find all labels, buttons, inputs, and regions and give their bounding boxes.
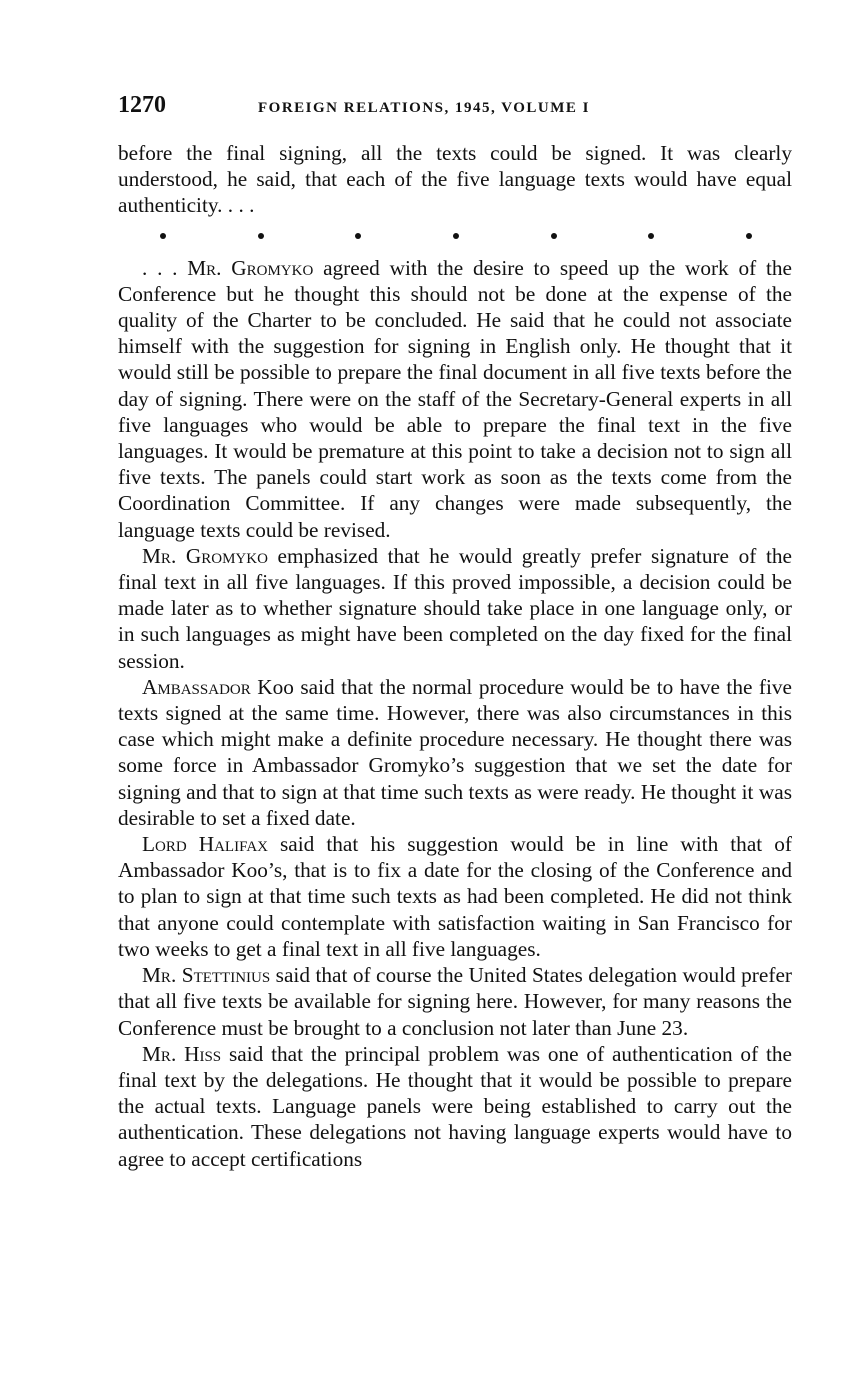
paragraph-text: said that of course the United States delegation would prefer that all five texts be available for signing here. However, for many reasons the Conference must be brought to a conclusion not later than June 23. (118, 963, 792, 1040)
paragraph-text: agreed with the desire to speed up the work of the Conference but he thought this should not be done at the expense of the quality of the Charter to be concluded. He said that he could not associate himself with the suggestion for signing in English only. He thought that it would still be possible to prepare the final document in all five texts before the day of signing. There were on the staff of the Secretary-General experts in all five languages who would be able to prepare the final text in the five languages. It would be premature at this point to take a decision not to sign all five texts. The panels could start work as soon as the texts come from the Coordination Committee. If any changes were made subsequently, the language texts could be revised. (118, 255, 792, 542)
speaker-name: Mr. Gromyko (142, 543, 268, 568)
paragraph-text: said that his suggestion would be in line with that of Ambassador Koo’s, that is to fix a date for the closing of the Conference and to plan to sign at that time such texts as had been completed. He did not think that anyone could contemplate with satisfaction waiting in San Francisco for two weeks to get a final text in all five languages. (118, 832, 792, 961)
speaker-name: Lord Halifax (142, 832, 268, 857)
ellipsis-dot (355, 233, 361, 239)
ellipsis-dot (746, 233, 752, 239)
ellipsis-dot (160, 233, 166, 239)
ellipsis-dot (648, 233, 654, 239)
speaker-name: Mr. Hiss (142, 1041, 222, 1066)
speaker-name: Ambassador (142, 674, 251, 699)
paragraph-gromyko-2 (118, 543, 792, 674)
paragraph-gromyko-1 (118, 255, 792, 543)
paragraph-continuation (118, 140, 792, 219)
paragraph-stettinius (118, 962, 792, 1041)
body-text (118, 140, 792, 1172)
paragraph-text: said that the principal problem was one of authentication of the final text by the delegations. He thought that it would be possible to prepare the actual texts. Language panels were being established to carry out the authentication. These delegations not having language experts would have to agree to accept certifications (118, 1041, 792, 1171)
paragraph-hiss (118, 1041, 792, 1172)
paragraph-text: Koo said that the normal procedure would be to have the five texts signed at the same time. However, there was also circumstances in this case which might make a definite procedure necessary. He thought there was some force in Ambassador Gromyko’s suggestion that we set the date for signing and that to sign at that time such texts as were ready. He thought it was desirable to set a fixed date. (118, 674, 792, 830)
paragraph-text: before the final signing, all the texts could be signed. It was clearly understood, he said, that each of the five language texts would have equal authenticity. . . . (118, 141, 792, 218)
paragraph-lead: . . . (142, 255, 188, 280)
ellipsis-dot (551, 233, 557, 239)
ellipsis-dot (258, 233, 264, 239)
paragraph-koo (118, 674, 792, 831)
ellipsis-dot (453, 233, 459, 239)
ellipsis-separator (118, 221, 792, 251)
speaker-name: Mr. Gromyko (187, 255, 314, 280)
speaker-name: Mr. Stettinius (142, 963, 271, 988)
running-head: FOREIGN RELATIONS, 1945, VOLUME I (258, 100, 591, 116)
document-page (118, 92, 792, 1172)
paragraph-halifax (118, 831, 792, 962)
page-number: 1270 (118, 92, 166, 118)
paragraph-text: emphasized that he would greatly prefer signature of the final text in all five languages. If this proved impossible, a decision could be made later as to whether signature should take place in one language only, or in such languages as might have been completed on the day fixed for the final session. (118, 543, 792, 673)
page-header (118, 92, 792, 126)
